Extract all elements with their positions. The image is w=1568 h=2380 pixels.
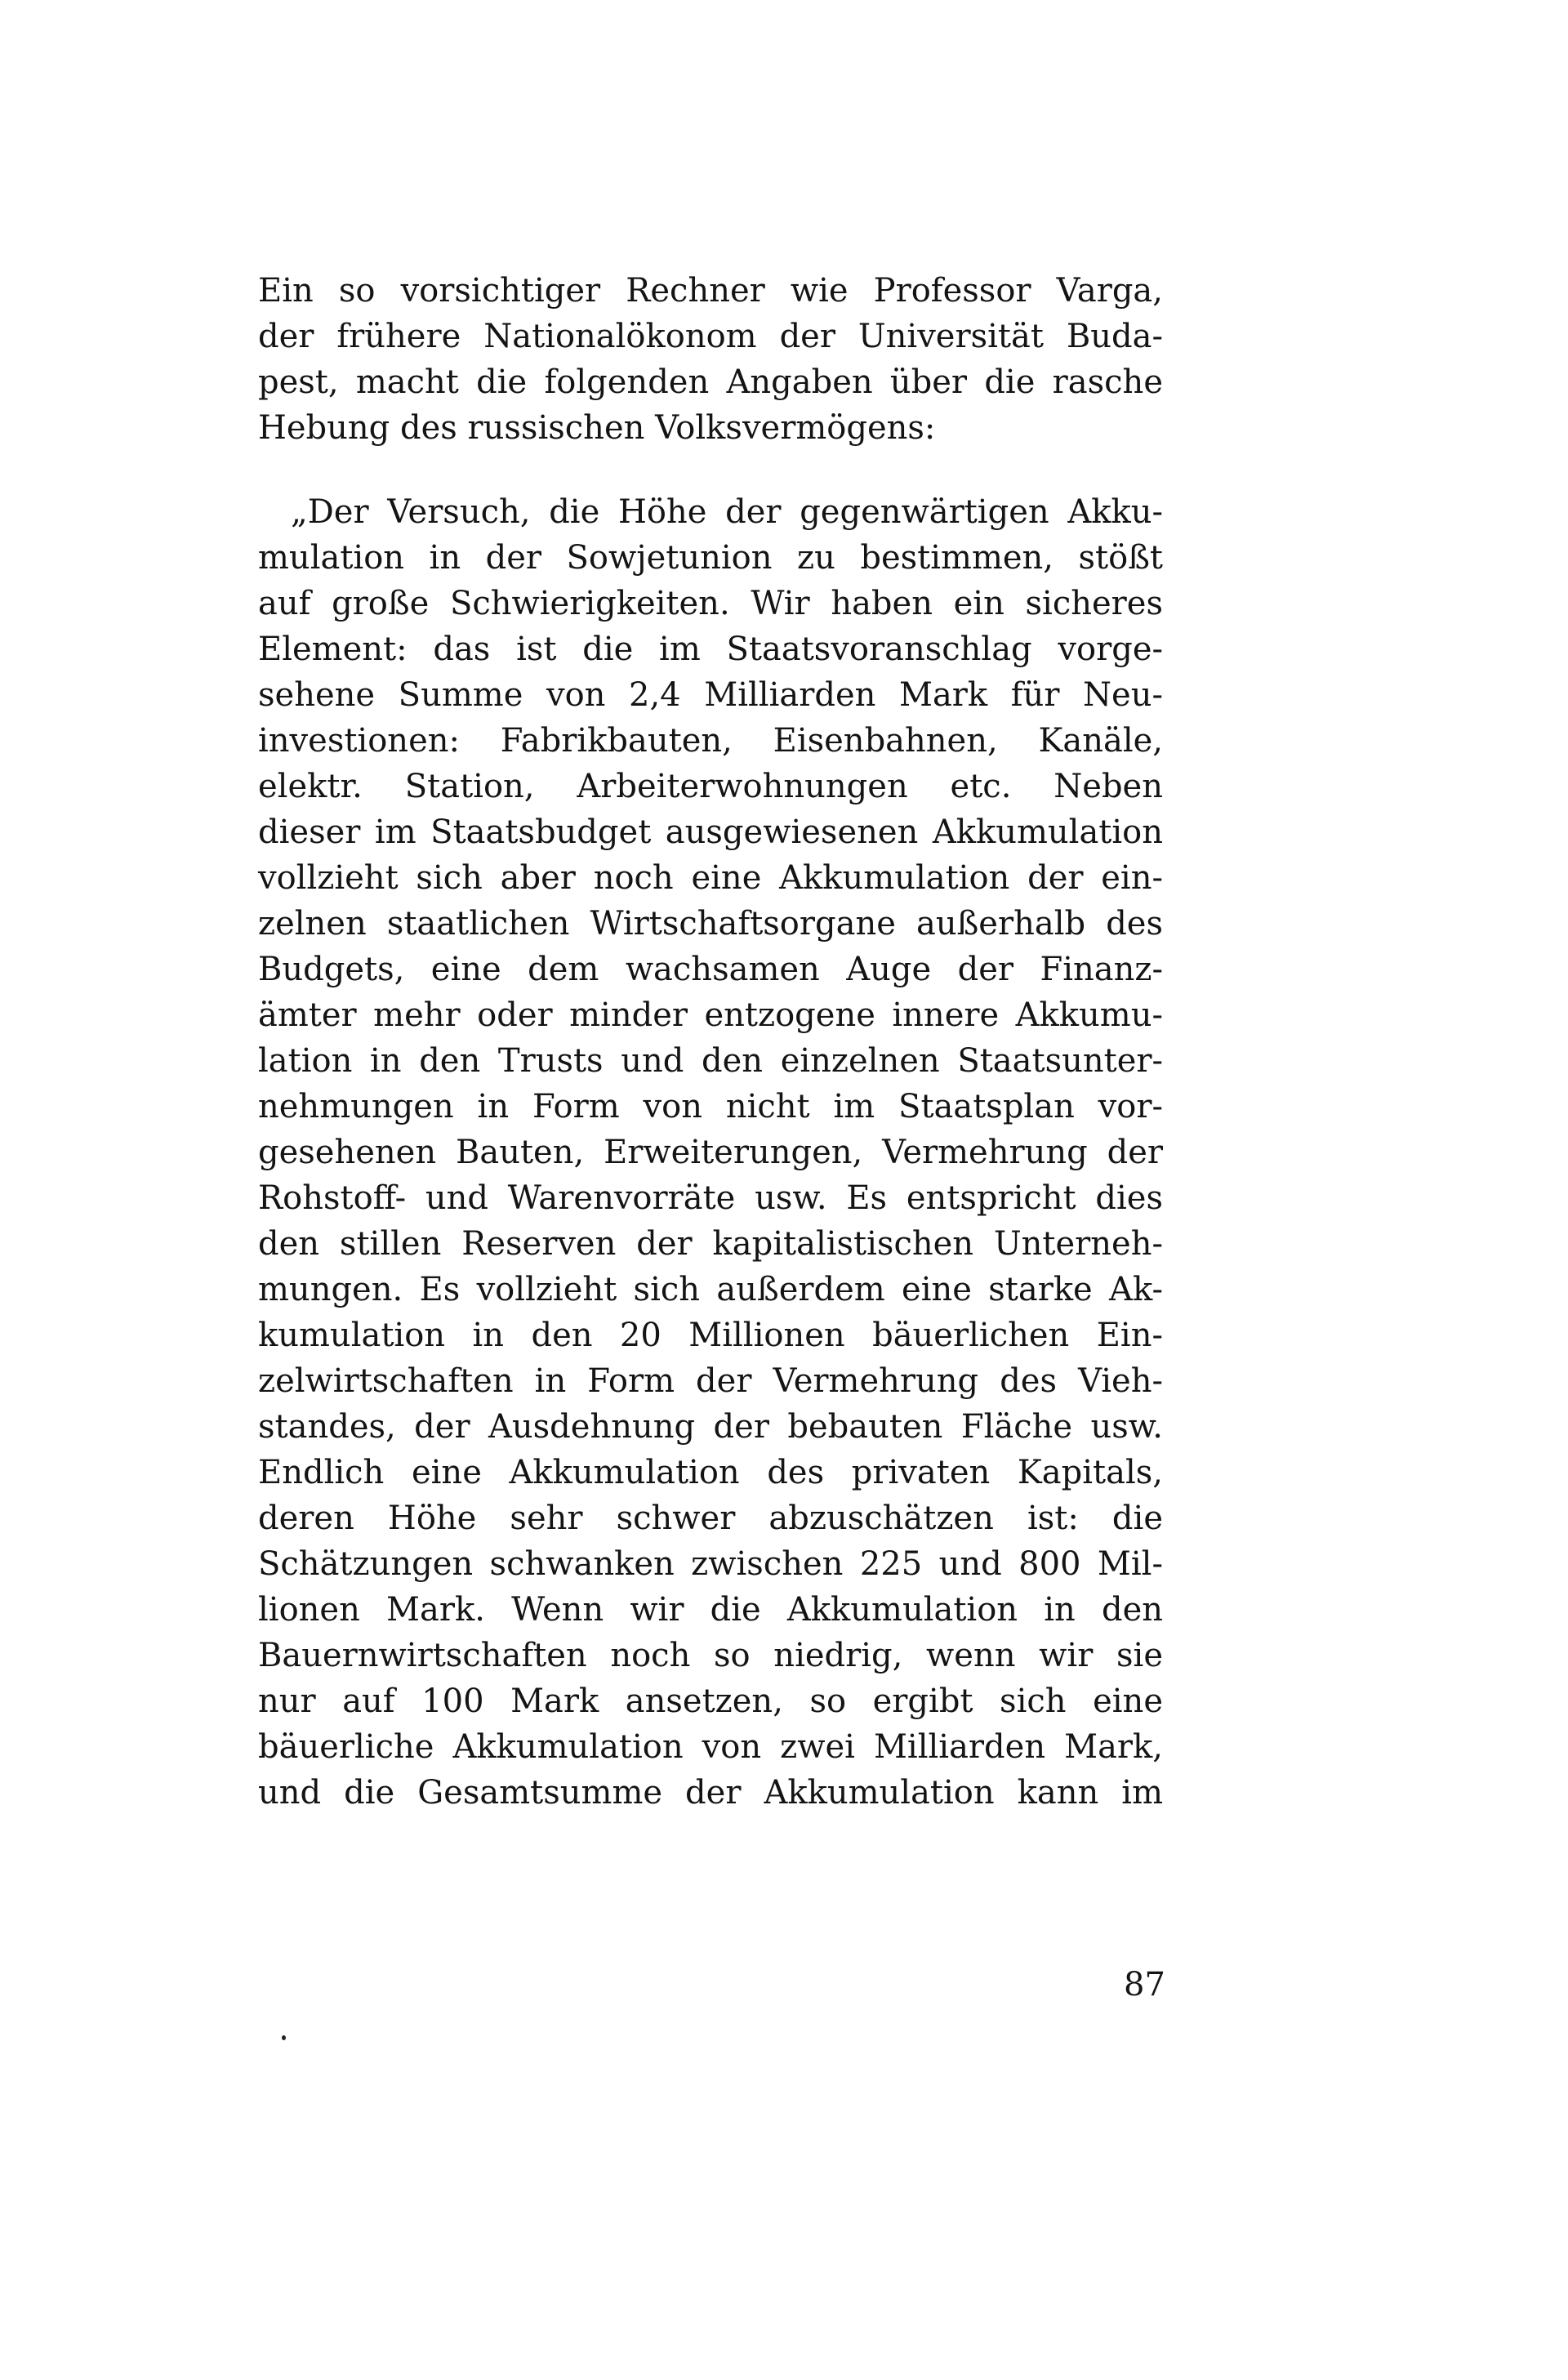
text-line: Schätzungen schwanken zwischen 225 und 800 Mil- xyxy=(258,1545,1163,1583)
text-line: lionen Mark. Wenn wir die Akkumulation in den xyxy=(258,1591,1163,1629)
text-line: lation in den Trusts und den einzelnen Staatsunter- xyxy=(258,1042,1163,1080)
text-line: gesehenen Bauten, Erweiterungen, Vermehrung der xyxy=(258,1134,1163,1171)
text-line: bäuerliche Akkumulation von zwei Milliarden Mark, xyxy=(258,1728,1163,1766)
text-line: ämter mehr oder minder entzogene innere Akkumu- xyxy=(258,996,1163,1034)
ink-speck xyxy=(282,2035,286,2040)
text-line: dieser im Staatsbudget ausgewiesenen Akkumulation xyxy=(258,813,1163,851)
text-line: standes, der Ausdehnung der bebauten Fläche usw. xyxy=(258,1408,1163,1446)
text-line: Budgets, eine dem wachsamen Auge der Finanz- xyxy=(258,951,1163,988)
text-line: auf große Schwierigkeiten. Wir haben ein sicheres xyxy=(258,585,1163,622)
text-line: vollzieht sich aber noch eine Akkumulation der ein- xyxy=(258,859,1163,897)
text-line: zelnen staatlichen Wirtschaftsorgane außerhalb des xyxy=(258,905,1163,943)
text-line: Element: das ist die im Staatsvoranschlag vorge- xyxy=(258,631,1163,668)
text-line: Endlich eine Akkumulation des privaten Kapitals, xyxy=(258,1454,1163,1491)
text-line: kumulation in den 20 Millionen bäuerlichen Ein- xyxy=(258,1317,1163,1354)
text-line: deren Höhe sehr schwer abzuschätzen ist: die xyxy=(258,1500,1163,1537)
text-line: der frühere Nationalökonom der Universität Buda- xyxy=(258,318,1163,355)
text-line: mulation in der Sowjetunion zu bestimmen, stößt xyxy=(258,539,1163,577)
text-line: Hebung des russischen Volksvermögens: xyxy=(258,409,936,447)
text-line: nur auf 100 Mark ansetzen, so ergibt sich eine xyxy=(258,1682,1163,1720)
text-line: zelwirtschaften in Form der Vermehrung des Vieh- xyxy=(258,1362,1163,1400)
paragraph-2-quotation xyxy=(258,489,1163,1816)
text-line: den stillen Reserven der kapitalistischen Unterneh- xyxy=(258,1225,1163,1263)
text-line: investionen: Fabrikbauten, Eisenbahnen, Kanäle, xyxy=(258,722,1163,760)
page-number: 87 xyxy=(1124,1966,1165,2003)
text-line: Ein so vorsichtiger Rechner wie Professor Varga, xyxy=(258,272,1163,310)
text-line: Bauernwirtschaften noch so niedrig, wenn wir sie xyxy=(258,1637,1163,1674)
text-line: „Der Versuch, die Höhe der gegenwärtigen Akku- xyxy=(291,493,1163,531)
paragraph-1 xyxy=(258,268,1163,451)
text-line: pest, macht die folgenden Angaben über die rasche xyxy=(258,363,1163,401)
text-line: und die Gesamtsumme der Akkumulation kann im xyxy=(258,1774,1163,1812)
text-line: mungen. Es vollzieht sich außerdem eine starke Ak- xyxy=(258,1271,1163,1308)
text-line: elektr. Station, Arbeiterwohnungen etc. Neben xyxy=(258,768,1163,805)
text-line: nehmungen in Form von nicht im Staatsplan vor- xyxy=(258,1088,1163,1125)
text-line: Rohstoff- und Warenvorräte usw. Es entspricht dies xyxy=(258,1179,1163,1217)
paragraph-gap xyxy=(258,451,1163,489)
text-line: sehene Summe von 2,4 Milliarden Mark für Neu- xyxy=(258,676,1163,714)
body-text xyxy=(258,268,1163,1816)
